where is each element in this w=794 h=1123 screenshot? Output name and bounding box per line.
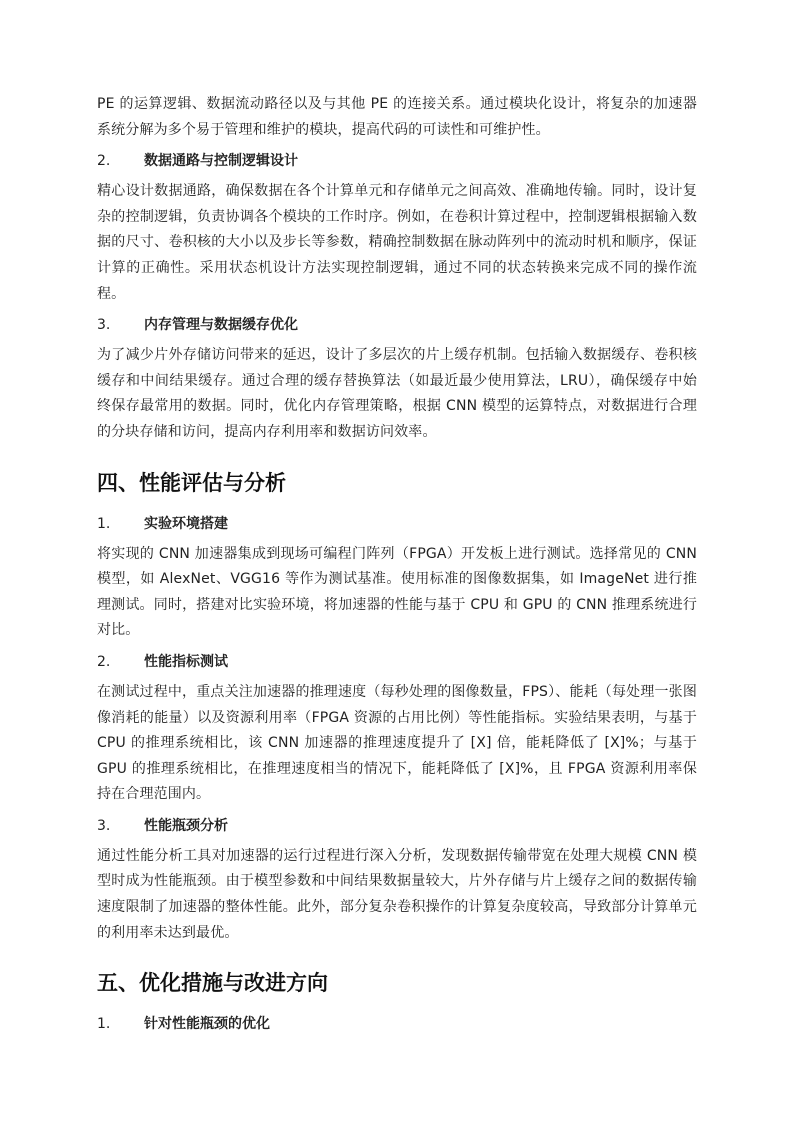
section-heading-performance-evaluation: 四、性能评估与分析: [97, 470, 286, 495]
paragraph-bottleneck-analysis: 通过性能分析工具对加速器的运行过程进行深入分析，发现数据传输带宽在处理大规模 CNN 模型时成为性能瓶颈。由于模型参数和中间结果数据量较大，片外存储与片上缓存之间的数据传输速度限制了加速器的整体性能。此外，部分复杂卷积操作的计算复杂度较高，导致部分计算单元的利用率未达到最优。: [97, 847, 697, 941]
paragraph-performance-metrics: 在测试过程中，重点关注加速器的推理速度（每秒处理的图像数量，FPS）、能耗（每处理一张图像消耗的能量）以及资源利用率（FPGA 资源的占用比例）等性能指标。实验结果表明，与基于 CPU 的推理系统相比，该 CNN 加速器的推理速度提升了 [X] 倍，能耗降低了 [X]%；与基于 GPU 的推理系统相比，在推理速度相当的情况下，能耗降低了 [X]%，且 FPGA 资源利用率保持在合理范围内。: [97, 683, 697, 803]
numbered-heading-memory-cache: [97, 315, 697, 335]
heading-text: 性能指标测试: [144, 653, 228, 670]
heading-text: 内存管理与数据缓存优化: [144, 317, 298, 334]
paragraph-memory-cache: 为了减少片外存储访问带来的延迟，设计了多层次的片上缓存机制。包括输入数据缓存、卷积核缓存和中间结果缓存。通过合理的缓存替换算法（如最近最少使用算法，LRU），确保缓存中始终保存最常用的数据。同时，优化内存管理策略，根据 CNN 模型的运算特点，对数据进行合理的分块存储和访问，提高内存利用率和数据访问效率。: [97, 347, 697, 440]
numbered-heading-performance-metrics: [97, 652, 697, 672]
numbered-heading-datapath-control: [97, 151, 697, 171]
heading-number: 1.: [97, 1016, 111, 1033]
heading-text: 数据通路与控制逻辑设计: [144, 153, 298, 170]
heading-text: 实验环境搭建: [144, 515, 228, 532]
paragraph-pe-modular-design: PE 的运算逻辑、数据流动路径以及与其他 PE 的连接关系。通过模块化设计，将复杂的加速器系统分解为多个易于管理和维护的模块，提高代码的可读性和可维护性。: [97, 96, 697, 138]
heading-number: 1.: [97, 515, 111, 532]
heading-number: 2.: [97, 153, 111, 170]
document-content: [97, 92, 697, 1034]
numbered-heading-experiment-setup: [97, 514, 697, 534]
numbered-heading-bottleneck-optimization: [97, 1014, 697, 1034]
heading-text: 性能瓶颈分析: [144, 817, 228, 834]
paragraph-datapath-control: 精心设计数据通路，确保数据在各个计算单元和存储单元之间高效、准确地传输。同时，设计复杂的控制逻辑，负责协调各个模块的工作时序。例如，在卷积计算过程中，控制逻辑根据输入数据的尺寸、卷积核的大小以及步长等参数，精确控制数据在脉动阵列中的流动时机和顺序，保证计算的正确性。采用状态机设计方法实现控制逻辑，通过不同的状态转换来完成不同的操作流程。: [97, 183, 697, 302]
heading-number: 3.: [97, 817, 111, 834]
heading-number: 3.: [97, 317, 111, 334]
numbered-heading-bottleneck-analysis: [97, 816, 697, 836]
heading-number: 2.: [97, 653, 111, 670]
section-heading-optimization: 五、优化措施与改进方向: [97, 971, 328, 996]
paragraph-experiment-setup: 将实现的 CNN 加速器集成到现场可编程门阵列（FPGA）开发板上进行测试。选择常见的 CNN 模型，如 AlexNet、VGG16 等作为测试基准。使用标准的图像数据集，如 ImageNet 进行推理测试。同时，搭建对比实验环境，将加速器的性能与基于 CPU 和 GPU 的 CNN 推理系统进行对比。: [97, 545, 697, 639]
heading-text: 针对性能瓶颈的优化: [144, 1016, 270, 1033]
